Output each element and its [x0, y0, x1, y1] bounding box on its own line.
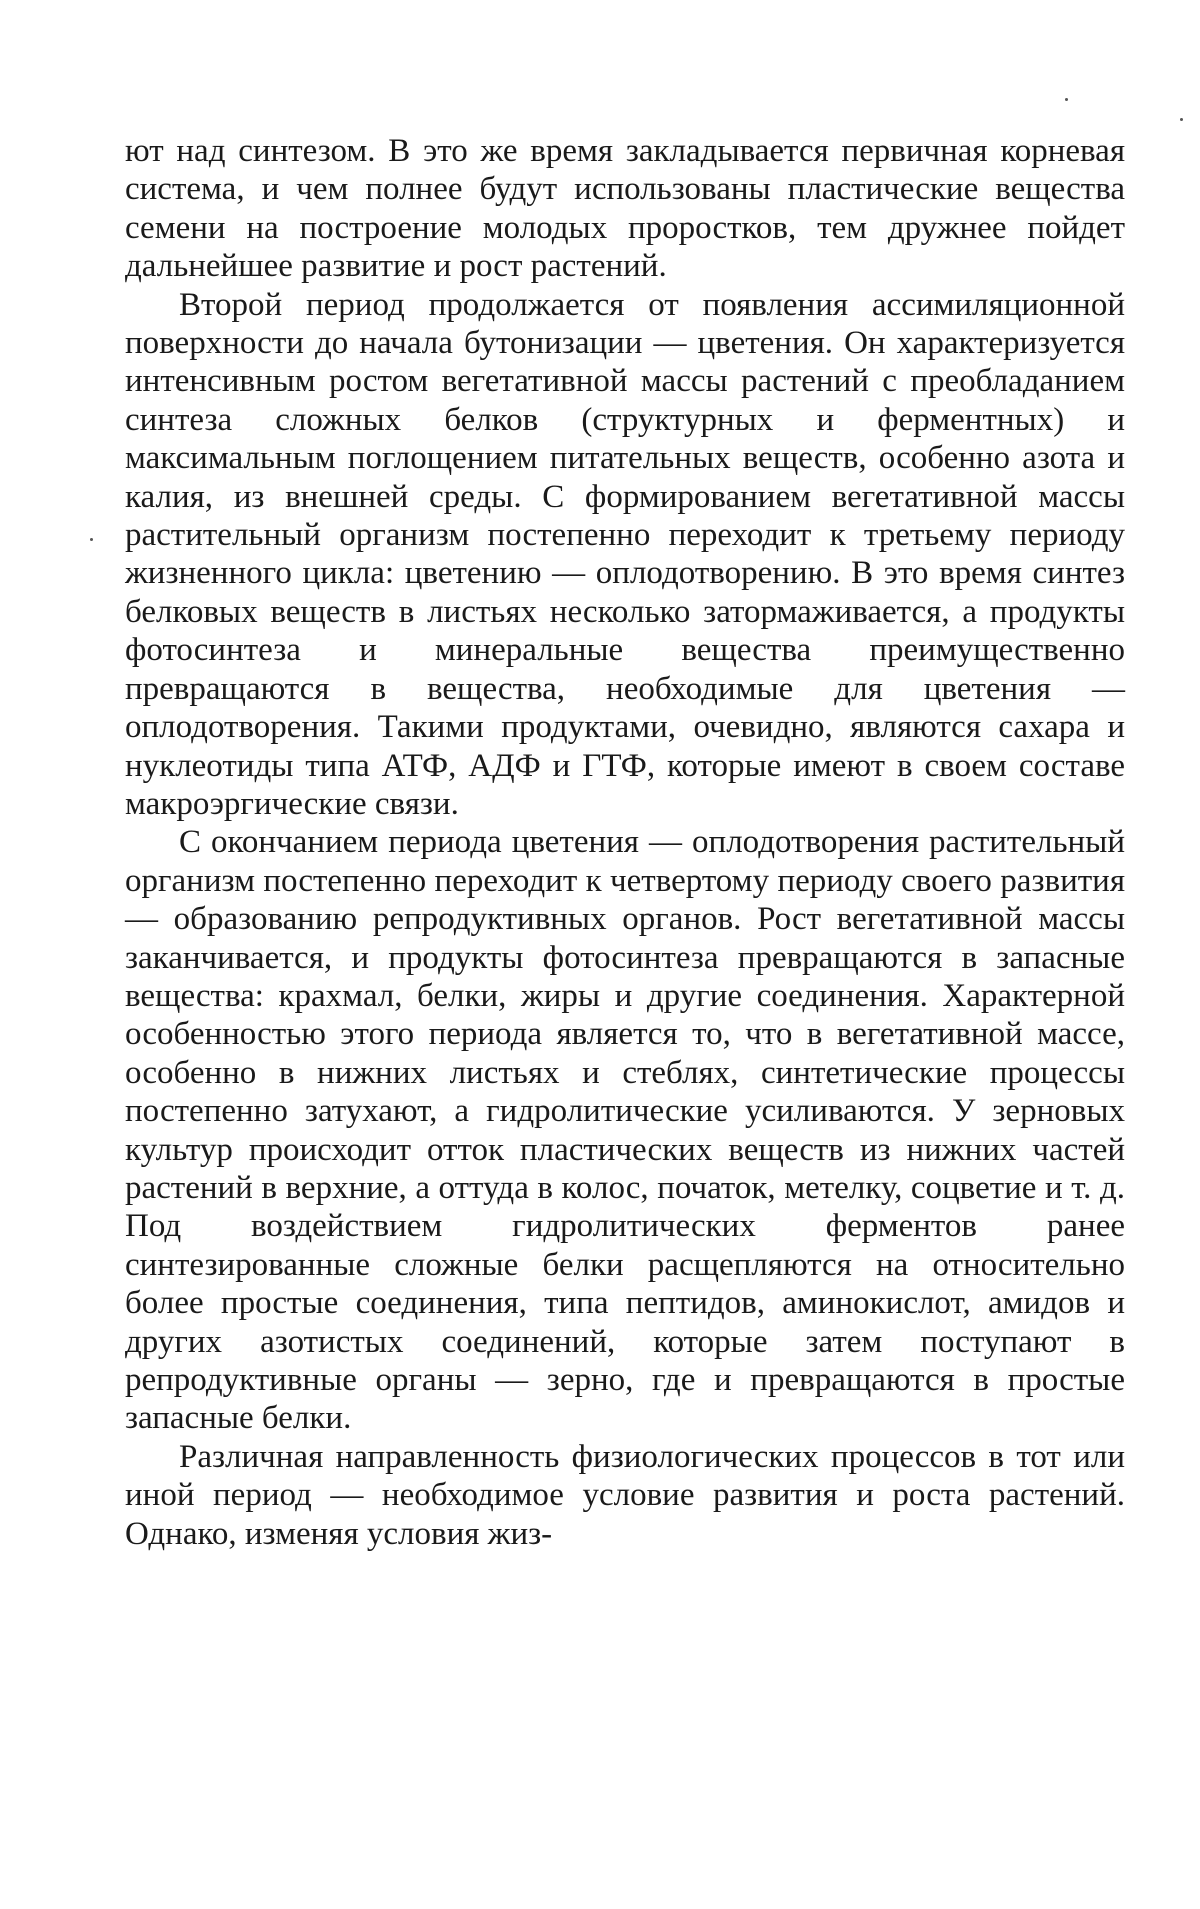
- paragraph-3: С окончанием периода цветения — оплодотворения растительный организм постепенно переходит к четвертому периоду своего развития — образованию репродуктивных органов. Рост вегетативной массы заканчивается, и продукты фотосинтеза превращаются в запасные вещества: крахмал, белки, жиры и другие соединения. Характерной особенностью этого периода является то, что в вегетативной массе, особенно в нижних листьях и стеблях, синтетические процессы постепенно затухают, а гидролитические усиливаются. У зерновых культур происходит отток пластических веществ из нижних частей растений в верхние, а оттуда в колос, початок, метелку, соцветие и т. д. Под воздействием гидролитических ферментов ранее синтезированные сложные белки расщепляются на относительно более простые соединения, типа пептидов, аминокислот, амидов и других азотистых соединений, которые затем поступают в репродуктивные органы — зерно, где и превращаются в простые запасные белки.: [125, 824, 1125, 1437]
- paragraph-1: ют над синтезом. В это же время закладывается первичная корневая система, и чем полнее будут использованы пластические вещества семени на построение молодых проростков, тем дружнее пойдет дальнейшее развитие и рост растений.: [125, 133, 1125, 285]
- paragraph-2: Второй период продолжается от появления ассимиляционной поверхности до начала бутонизации — цветения. Он характеризуется интенсивным ростом вегетативной массы растений с преобладанием синтеза сложных белков (структурных и ферментных) и максимальным поглощением питательных веществ, особенно азота и калия, из внешней среды. С формированием вегетативной массы растительный организм постепенно переходит к третьему периоду жизненного цикла: цветению — оплодотворению. В это время синтез белковых веществ в листьях несколько затормаживается, а продукты фотосинтеза и минеральные вещества преимущественно превращаются в вещества, необходимые для цветения — оплодотворения. Такими продуктами, очевидно, являются сахара и нуклеотиды типа АТФ, АДФ и ГТФ, которые имеют в своем составе макроэргические связи.: [125, 286, 1125, 822]
- scan-speck: [90, 538, 93, 541]
- scan-speck: [1180, 118, 1183, 121]
- body-text: [125, 132, 1125, 1553]
- paragraph-4: Различная направленность физиологических процессов в тот или иной период — необходимое условие развития и роста растений. Однако, изменяя условия жиз-: [125, 1438, 1125, 1552]
- scan-speck: [1065, 98, 1068, 101]
